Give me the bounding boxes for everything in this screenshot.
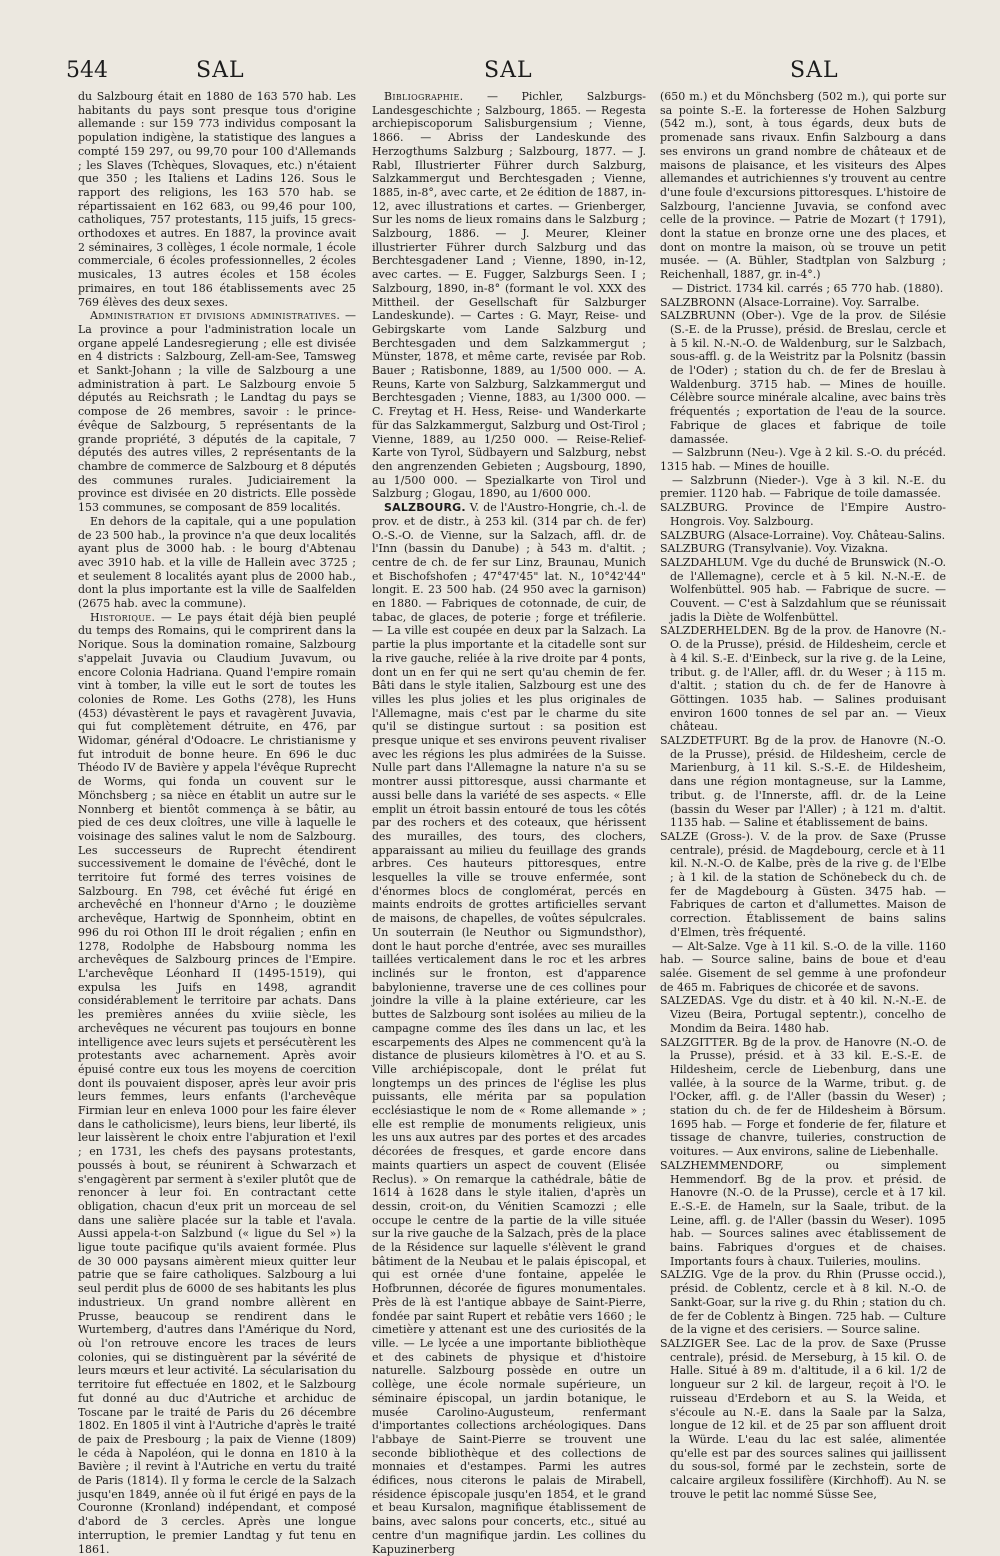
sub-entry: — District. 1734 kil. carrés ; 65 770 hab. (1880).: [672, 281, 944, 295]
entry: SALZGITTER. Bg de la prov. de Hanovre (N.-O. de la Prusse), présid. et à 33 kil. E.-S.-E. de Hildesheim, cercle de Liebenburg, dans une vallée, à la source de la Warme, tribut. g. de l'Ocker, affl. g. de l'Aller (bassin du Weser) ; station du ch. de fer de Hildesheim à Börsum. 1695 hab. — Forge et fonderie de fer, filature et tissage de chanvre, tuileries, construction de voitures. — Aux environs, saline de Liebenhalle.: [660, 1035, 946, 1159]
entry: SALZBURG (Alsace-Lorraine). Voy. Château-Salins.: [660, 528, 946, 542]
running-head-left: SAL: [196, 58, 245, 83]
paragraph: [372, 90, 646, 501]
sub-entry: — Alt-Salze. Vge à 11 kil. S.-O. de la ville. 1160 hab. — Source saline, bains de boue et d'eau salée. Gisement de sel gemme à une profondeur de 465 m. Fabriques de chicorée et de savons.: [660, 939, 946, 994]
running-head-center: SAL: [484, 58, 533, 83]
entry: SALZHEMMENDORF, ou simplement Hemmendorf. Bg de la prov. et présid. de Hanovre (N.-O. de la Prusse), cercle et à 17 kil. E.-S.-E. de Hameln, sur la Saale, tribut. de la Leine, affl. g. de l'Aller (bassin du Weser). 1095 hab. — Sources salines avec établissement de bains. Fabriques d'orgues et de chaises. Importants fours à chaux. Tuileries, moulins.: [660, 1158, 946, 1268]
paragraph-text: — Pichler, Salzburgs-Landesgeschichte ; Salzbourg, 1865. — Regesta archiepiscoporum Salisburgensium ; Vienne, 1866. — Abriss der Landeskunde des Herzogthums Salzburg ; Salzbourg, 1877. — J. Rabl, Illustrierter Führer durch Salzburg, Salzkammergut und Berchtesgaden ; Vienne, 1885, in-8°, avec carte, et 2e édition de 1887, in-12, avec illustrations et cartes. — Grienberger, Sur les noms de lieux romains dans le Salzburg ; Salzbourg, 1886. — J. Meurer, Kleiner illustrierter Führer durch Salzburg und das Berchtesgadener Land ; Vienne, 1890, in-12, avec cartes. — E. Fugger, Salzburgs Seen. I ; Salzbourg, 1890, in-8° (formant le vol. XXX des Mittheil. der Gesellschaft für Salzburger Landeskunde). — Cartes : G. Mayr, Reise- und Gebirgskarte vom Lande Salzburg und Berchtesgaden und dem Salzkammergut ; Münster, 1878, et même carte, revisée par Rob. Bauer ; Ratisbonne, 1889, au 1/500 000. — A. Reuns, Karte von Salzburg, Salzkammergut und Berchtesgaden ; Vienne, 1883, au 1/300 000. — C. Freytag et H. Hess, Reise- und Wanderkarte für das Salzkammergut, Salzburg und Ost-Tirol ; Vienne, 1889, au 1/250 000. — Reise-Relief-Karte von Tyrol, Südbayern und Salzburg, nebst den angrenzenden Gebieten ; Augsbourg, 1890, au 1/500 000. — Spezialkarte von Tirol und Salzburg ; Glogau, 1890, au 1/600 000.: [372, 90, 646, 501]
column-left: [78, 90, 356, 1556]
entry: [372, 501, 646, 1556]
entry: SALZBURG (Transylvanie). Voy. Vizakna.: [660, 542, 889, 556]
paragraph: [78, 309, 356, 515]
entry: SALZBRONN (Alsace-Lorraine). Voy. Sarralbe.: [660, 295, 920, 309]
entry: SALZDAHLUM. Vge du duché de Brunswick (N.-O. de l'Allemagne), cercle et à 5 kil. N.-N.-E. de Wolfenbüttel. 905 hab. — Fabrique de sucre. — Couvent. — C'est à Salzdahlum que se réunissait jadis la Diète de Wolfenbüttel.: [660, 555, 946, 624]
entry: SALZEDAS. Vge du distr. et à 40 kil. N.-N.-E. de Vizeu (Beira, Portugal septentr.), concelho de Mondim da Beira. 1480 hab.: [660, 994, 946, 1035]
running-head-right: SAL: [790, 58, 839, 83]
entry: SALZDETFURT. Bg de la prov. de Hanovre (N.-O. de la Prusse), présid. de Hildesheim, cercle de Marienburg, à 11 kil. S.-S.-E. de Hildesheim, dans une région montagneuse, sur la Lamme, tribut. g. de l'Innerste, affl. dr. de la Leine (bassin du Weser par l'Aller) ; à 121 m. d'altit. 1135 hab. — Saline et établissement de bains.: [660, 734, 946, 830]
entry: SALZBURG. Province de l'Empire Austro-Hongrois. Voy. Salzbourg.: [660, 501, 946, 528]
paragraph-text: — Le pays était déjà bien peuplé du temps des Romains, qui le comprirent dans la Norique. Sous la domination romaine, Salzbourg s'appelait Juvavia ou Claudium Juvavum, ou encore Colonia Hadriana. Quand l'empire romain vint à tomber, la ville eut le sort de toutes les colonies de Rome. Les Goths (278), les Huns (453) dévastèrent le pays et ravagèrent Juvavia, qui fut complètement détruite, en 476, par Widomar, général d'Odoacre. Le christianisme y fut introduit de bonne heure. En 696 le duc Théodo IV de Bavière y appela l'évêque Ruprecht de Worms, qui fonda un couvent sur le Mönchsberg ; sa nièce en établit un autre sur le Nonnberg et bientôt commença à se bâtir, au pied de ces deux cloîtres, une ville à laquelle le voisinage des salines valut le nom de Salzbourg. Les successeurs de Ruprecht étendirent successivement le domaine de l'évêché, dont le territoire fut formé des terres voisines de Salzbourg. En 798, cet évêché fut érigé en archevêché en l'honneur d'Arno ; le douzième archevêque, Hartwig de Sponnheim, obtint en 996 du roi Othon III le droit régalien ; enfin en 1278, Rodolphe de Habsbourg nomma les archevêques de Salzbourg princes de l'Empire. L'archevêque Léonhard II (1495-1519), qui expulsa les Juifs en 1498, agrandit considérablement le territoire par achats. Dans les premières années du xviiie siècle, les archevêques ne vécurent pas toujours en bonne intelligence avec leurs sujets et persécutèrent les protestants avec acharnement. Après avoir épuisé contre eux tous les moyens de coercition dont ils pouvaient disposer, après leur avoir pris leurs femmes, leurs enfants (l'archevêque Firmian leur en enleva 1000 pour les faire élever dans le catholicisme), leurs biens, leur liberté, ils leur laissèrent le choix entre l'abjuration et l'exil ; en 1731, les chefs des paysans protestants, poussés à bout, se réunirent à Schwarzach et s'engagèrent par serment à s'exiler plutôt que de renoncer à leur foi. En contractant cette obligation, chacun d'eux prit un morceau de sel dans une salière placée sur la table et l'avala. Aussi appela-t-on Salzbund (« ligue du Sel ») la ligue toute pacifique qu'ils avaient formée. Plus de 30 000 paysans aimèrent mieux quitter leur patrie que se faire catholiques. Salzbourg a lui seul perdit plus de 6000 de ses habitants les plus industrieux. Un grand nombre allèrent en Prusse, beaucoup se rendirent dans le Wurtemberg, d'autres dans l'Amérique du Nord, où l'on retrouve encore les traces de leurs colonies, qui se distinguèrent par la sévérité de leurs mœurs et leur activité. La sécularisation du territoire fut effectuée en 1802, et le Salzbourg fut donné au duc d'Autriche et archiduc de Toscane par le traité de Paris du 26 décembre 1802. En 1805 il vint à l'Autriche d'après le traité de paix de Presbourg ; la paix de Vienne (1809) le céda à Napoléon, qui le donna en 1810 à la Bavière ; il revint à l'Autriche en vertu du traité de Paris (1814). Il y forma le cercle de la Salzach jusqu'en 1849, année où il fut érigé en pays de la Couronne (Kronland) indépendant, et composé d'abord de 3 cercles. Après une longue interruption, le premier Landtag y fut tenu en 1861.: [78, 610, 356, 1556]
entry: SALZIGER See. Lac de la prov. de Saxe (Prusse centrale), présid. de Merseburg, à 15 kil. O. de Halle. Situé à 89 m. d'altitude, il a 6 kil. 1/2 de longueur sur 2 kil. de largeur, reçoit à l'O. le ruisseau d'Erdeborn et au S. la Weida, et s'écoule au N.-E. dans la Saale par la Salza, longue de 12 kil. et de 25 par son affluent droit la Würde. L'eau du lac est salée, alimentée qu'elle est par des sources salines qui jaillissent du sous-sol, formé par le zechstein, sorte de calcaire argileux fossilifère (Kirchhoff). Au N. se trouve le petit lac nommé Süsse See,: [660, 1336, 946, 1501]
sub-entry: — Salzbrunn (Nieder-). Vge à 3 kil. N.-E. du premier. 1120 hab. — Fabrique de toile damassée.: [660, 473, 946, 501]
entry-text: V. de l'Austro-Hongrie, ch.-l. de prov. et de distr., à 253 kil. (314 par ch. de fer) O.-S.-O. de Vienne, sur la Salzach, affl. dr. de l'Inn (bassin du Danube) ; à 543 m. d'altit. ; centre de ch. de fer sur Linz, Braunau, Munich et Bischofshofen ; 47°47'45" lat. N., 10°42'44" longit. E. 23 500 hab. (24 950 avec la garnison) en 1880. — Fabriques de cotonnade, de cuir, de tabac, de glaces, de poterie ; forge et tréfilerie. — La ville est coupée en deux par la Salzach. La partie la plus importante et la citadelle sont sur la rive gauche, reliée à la rive droite par 4 ponts, dont un en fer qui ne sert qu'au chemin de fer. Bâti dans le style italien, Salzbourg est une des villes les plus jolies et les plus originales de l'Allemagne, mais c'est par le charme du site qu'il se distingue surtout : sa position est presque unique et ses environs peuvent rivaliser avec les régions les plus admirées de la Suisse. Nulle part dans l'Allemagne la nature n'a su se montrer aussi pittoresque, aussi charmante et aussi belle dans la variété de ses aspects. « Elle emplit un étroit bassin entouré de tous les côtés par des rochers et des coteaux, que hérissent des murailles, des tours, des clochers, apparaissant au milieu du feuillage des grands arbres. Ces hauteurs pittoresques, entre lesquelles la ville se trouve enfermée, sont d'énormes blocs de conglomérat, percés en maints endroits de grottes artificielles servant de maisons, de chapelles, de voûtes sépulcrales. Un souterrain (le Neuthor ou Sigmundsthor), dont le haut porche d'entrée, avec ses murailles taillées verticalement dans le roc et les arbres inclinés sur le fronton, est d'apparence babylonienne, traverse une de ces collines pour joindre la ville à la plaine extérieure, car les buttes de Salzbourg sont isolées au milieu de la campagne comme des îles dans un lac, et les escarpements des Alpes ne commencent qu'à la distance de plusieurs kilomètres à l'O. et au S. Ville archiépiscopale, dont le prélat fut longtemps un des princes de l'église les plus puissants, elle mérita par sa population ecclésiastique le nom de « Rome allemande » ; elle est remplie de monuments religieux, unis les uns aux autres par des portes et des arcades décorées de fresques, et garde encore dans maints quartiers un aspect de couvent (Elisée Reclus). » On remarque la cathédrale, bâtie de 1614 à 1628 dans le style italien, d'après un dessin, croit-on, du Vénitien Scamozzi ; elle occupe le centre de la partie de la ville située sur la rive gauche de la Salzach, près de la place de la Résidence sur laquelle s'élèvent le grand bâtiment de la Neubau et le palais épiscopal, et qui est ornée d'une fontaine, appelée le Hofbrunnen, décorée de figures monumentales. Près de là est l'antique abbaye de Saint-Pierre, fondée par saint Rupert et rebâtie vers 1660 ; le cimetière y attenant est une des curiosités de la ville. — Le lycée a une importante bibliothèque et des cabinets de physique et d'histoire naturelle. Salzbourg possède en outre un collège, une école normale supérieure, un séminaire épiscopal, un jardin botanique, le musée Carolino-Augusteum, renfermant d'importantes collections archéologiques. Dans l'abbaye de Saint-Pierre se trouvent une seconde bibliothèque et des collections de monnaies et d'estampes. Parmi les autres édifices, nous citerons le palais de Mirabell, résidence épiscopale jusqu'en 1854, et le grand et beau Kursalon, magnifique établissement de bains, avec salons pour concerts, etc., situé au centre d'un magnifique jardin. Les collines du Kapuzinerberg: [372, 501, 646, 1556]
sub-entry: — Salzbrunn (Neu-). Vge à 2 kil. S.-O. du précéd. 1315 hab. — Mines de houille.: [660, 446, 946, 473]
column-right: [660, 90, 946, 1501]
section-label: Administration et divisions administratives.: [90, 309, 341, 323]
column-middle: [372, 90, 646, 1556]
paragraph: En dehors de la capitale, qui a une population de 23 500 hab., la province n'a que deux localités ayant plus de 3000 hab. : le bourg d'Abtenau avec 3910 hab. et la ville de Hallein avec 3725 ; et seulement 8 localités ayant plus de 2000 hab., dont la plus importante est la ville de Saalfelden (2675 hab. avec la commune).: [78, 514, 356, 611]
headword: SALZBOURG.: [384, 501, 466, 515]
paragraph: (650 m.) et du Mönchsberg (502 m.), qui porte sur sa pointe S.-E. la forteresse de Hohen Salzburg (542 m.), sont, à tous égards, deux buts de promenade sans rivaux. Enfin Salzbourg a dans ses environs un grand nombre de châteaux et de maisons de plaisance, et les visiteurs des Alpes allemandes et autrichiennes s'y trouvent au centre d'une foule d'excursions pittoresques. L'histoire de Salzbourg, l'ancienne Juvavia, se confond avec celle de la province. — Patrie de Mozart († 1791), dont la statue en bronze orne une des places, et dont on montre la maison, où se trouve un petit musée. — (A. Bühler, Stadtplan von Salzburg ; Reichenhall, 1887, gr. in-4°.): [660, 90, 946, 282]
entry: SALZE (Gross-). V. de la prov. de Saxe (Prusse centrale), présid. de Magdebourg, cercle et à 11 kil. N.-N.-O. de Kalbe, près de la rive g. de l'Elbe ; à 1 kil. de la station de Schönebeck du ch. de fer de Magdebourg à Güsten. 3475 hab. — Fabriques de carton et d'allumettes. Maison de correction. Établissement de bains salins d'Elmen, très fréquenté.: [660, 829, 946, 939]
section-label: Historique.: [90, 610, 156, 624]
page-header: [0, 50, 1000, 90]
entry: SALZDERHELDEN. Bg de la prov. de Hanovre (N.-O. de la Prusse), présid. de Hildesheim, cercle et à 4 kil. S.-E. d'Einbeck, sur la rive g. de la Leine, tribut. g. de l'Aller, affl. dr. du Weser ; à 115 m. d'altit. ; station du ch. de fer de Hanovre à Göttingen. 1035 hab. — Salines produisant environ 1600 tonnes de sel par an. — Vieux château.: [660, 624, 946, 734]
paragraph: du Salzbourg était en 1880 de 163 570 hab. Les habitants du pays sont presque tous d'origine allemande : sur 159 773 individus composant la population indigène, la statistique des langues a compté 159 297, ou 99,70 pour 100 d'Allemands ; les Slaves (Tchèques, Slovaques, etc.) n'étaient que 350 ; les Italiens et Ladins 126. Sous le rapport des religions, les 163 570 hab. se répartissaient en 162 683, ou 99,46 pour 100, catholiques, 757 protestants, 115 juifs, 15 grecs-orthodoxes et autres. En 1887, la province avait 2 séminaires, 3 collèges, 1 école normale, 1 école commerciale, 6 écoles professionnelles, 2 écoles musicales, 13 autres écoles et 158 écoles primaires, en tout 186 établissements avec 25 769 élèves des deux sexes.: [78, 90, 356, 309]
section-label: Bibliographie.: [384, 90, 464, 103]
entry: SALZBRUNN (Ober-). Vge de la prov. de Silésie (S.-E. de la Prusse), présid. de Breslau, cercle et à 5 kil. N.-N.-O. de Waldenburg, sur le Salzbach, sous-affl. g. de la Weistritz par la Polsnitz (bassin de l'Oder) ; station du ch. de fer de Breslau à Waldenburg. 3715 hab. — Mines de houille. Célèbre source minérale alcaline, avec bains très fréquentés ; exportation de l'eau de la source. Fabrique de glaces et fabrique de toile damassée.: [660, 309, 946, 446]
paragraph: [78, 611, 356, 1556]
page-number: 544: [66, 58, 108, 83]
entry: SALZIG. Vge de la prov. du Rhin (Prusse occid.), présid. de Coblentz, cercle et à 8 kil. N.-O. de Sankt-Goar, sur la rive g. du Rhin ; station du ch. de fer de Coblentz à Bingen. 725 hab. — Culture de la vigne et des cerisiers. — Source saline.: [660, 1268, 946, 1337]
paragraph-text: — La province a pour l'administration locale un organe appelé Landesregierung ; elle est divisée en 4 districts : Salzbourg, Zell-am-See, Tamsweg et Sankt-Johann ; la ville de Salzbourg a une administration à part. Le Salzbourg envoie 5 députés au Reichsrath ; le Landtag du pays se compose de 26 membres, savoir : le prince-évêque de Salzbourg, 5 représentants de la grande propriété, 3 députés de la capitale, 7 députés des autres villes, 2 représentants de la chambre de commerce de Salzbourg et 8 députés des communes rurales. Judiciairement la province est divisée en 20 districts. Elle possède 153 communes, se composant de 859 localités.: [78, 309, 356, 515]
